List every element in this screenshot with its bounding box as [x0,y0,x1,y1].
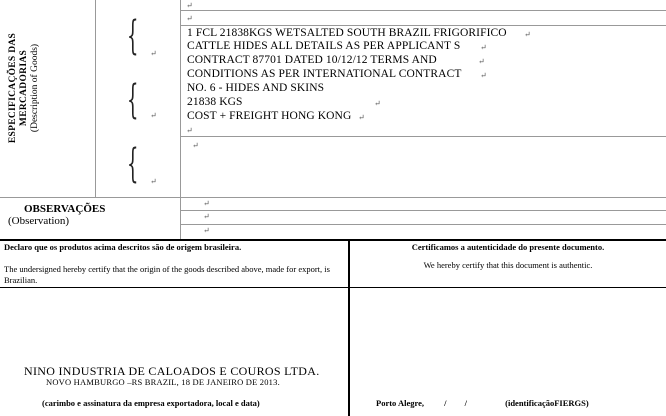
paragraph-mark: ↵ [192,141,199,150]
observations-sub: (Observation) [8,215,70,227]
paragraph-mark: ↵ [150,111,157,120]
description-column-divider [180,0,181,240]
declaration-heading: Declaro que os produtos acima descritos são de origem brasileira. [4,242,242,252]
goods-section-label [8,13,48,163]
paragraph-mark: ↵ [478,57,485,66]
paragraph-mark: ↵ [203,226,210,235]
paragraph-mark: ↵ [150,177,157,186]
declaration-caption: (carimbo e assinatura da empresa exportadora, local e data) [42,398,260,408]
brace-icon: { [127,13,139,59]
paragraph-mark: ↵ [186,1,193,10]
date-separator: / [444,398,447,408]
observations-title: OBSERVAÇÕES [24,203,106,215]
certification-text: We hereby certify that this document is authentic. [423,260,593,270]
paragraph-mark: ↵ [203,212,210,221]
row-line [180,25,666,26]
description-line: CATTLE HIDES ALL DETAILS AS PER APPLICANT S [187,40,461,52]
left-column-divider [95,0,96,198]
paragraph-mark: ↵ [203,199,210,208]
row-line [180,224,666,225]
paragraph-mark: ↵ [480,71,487,80]
description-line: 21838 KGS [187,96,243,108]
paragraph-mark: ↵ [480,43,487,52]
description-line: 1 FCL 21838KGS WETSALTED SOUTH BRAZIL FRIGORIFICO [187,27,507,39]
bottom-row-line [0,287,666,288]
description-line: COST + FREIGHT HONG KONG [187,110,352,122]
row-line [0,197,666,198]
description-line: CONTRACT 87701 DATED 10/12/12 TERMS AND [187,54,437,66]
certification-heading: Certificamos a autenticidade do presente documento. [411,242,605,252]
paragraph-mark: ↵ [524,30,531,39]
brace-icon: { [127,77,139,123]
brace-icon: { [127,141,139,187]
date-separator: / [464,398,467,408]
company-name: NINO INDUSTRIA DE CALOADOS E COUROS LTDA. [24,364,320,378]
paragraph-mark: ↵ [374,99,381,108]
certification-place: Porto Alegre, [376,398,424,408]
certification-id-caption: (identificaçãoFIERGS) [505,398,589,408]
observations-label [4,203,174,227]
description-line: NO. 6 - HIDES AND SKINS [187,82,325,94]
paragraph-mark: ↵ [358,113,365,122]
row-line [180,136,666,137]
description-line: CONDITIONS AS PER INTERNATIONAL CONTRACT [187,68,462,80]
goods-label-sub: (Description of Goods) [30,43,40,133]
paragraph-mark: ↵ [186,126,193,135]
declaration-text: The undersigned hereby certify that the origin of the goods described above, made for export, is Brazilian. [4,264,330,285]
row-line [180,10,666,11]
goods-label-bold: ESPECIFICAÇÕES DAS MERCADORIAS [8,32,29,144]
bottom-section-border [0,239,666,241]
paragraph-mark: ↵ [150,49,157,58]
paragraph-mark: ↵ [186,14,193,23]
company-place-date: NOVO HAMBURGO –RS BRAZIL, 18 DE JANEIRO DE 2013. [46,377,280,387]
row-line [180,210,666,211]
certification-signature-line [376,398,666,408]
